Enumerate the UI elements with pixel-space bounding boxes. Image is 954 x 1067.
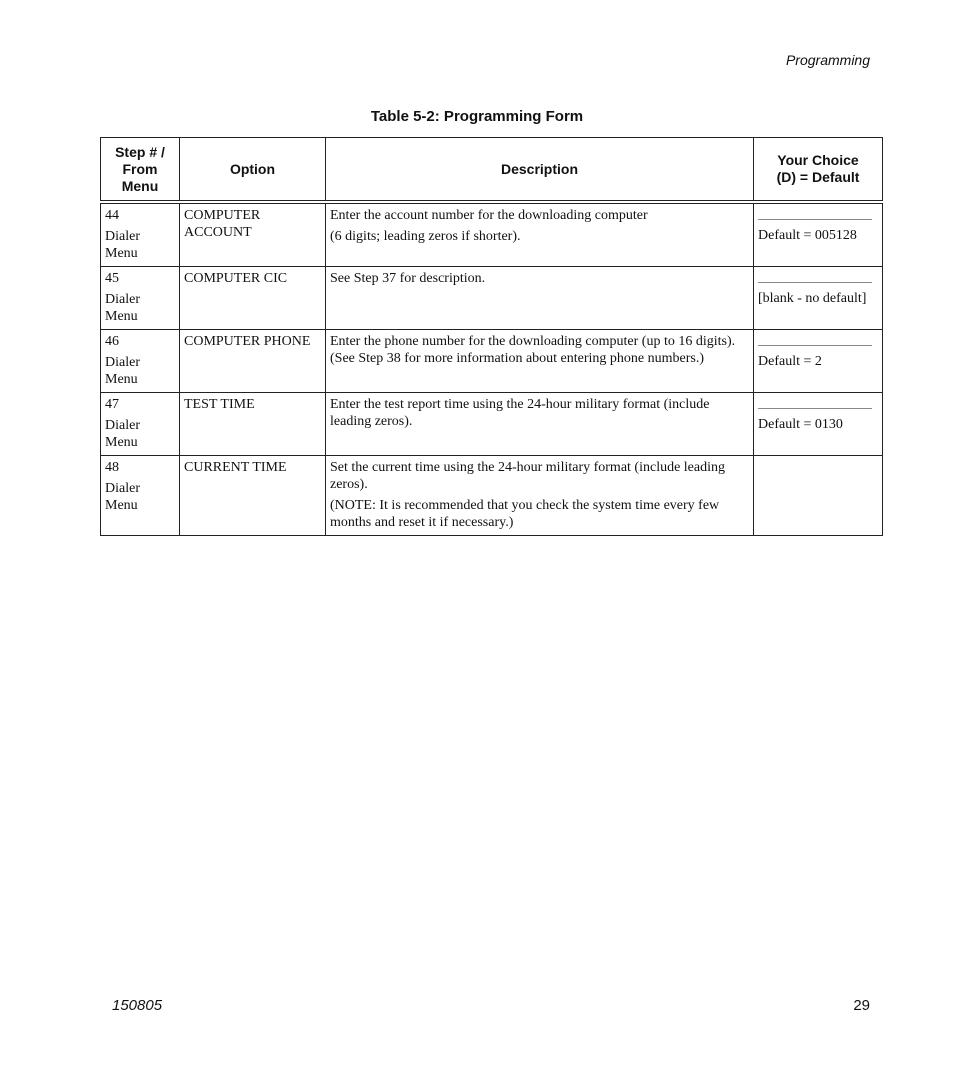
running-head: Programming <box>785 52 870 68</box>
description-text: Enter the test report time using the 24-hour military format (include leading zeros). <box>330 397 710 429</box>
description-cell <box>326 456 754 536</box>
option-cell: COMPUTER ACCOUNT <box>180 202 326 267</box>
step-menu <box>105 228 175 262</box>
step-number: 45 <box>105 271 119 286</box>
description-cell <box>326 393 754 456</box>
step-number: 47 <box>105 397 119 412</box>
step-menu <box>105 291 175 325</box>
step-menu <box>105 417 175 451</box>
step-menu <box>105 480 175 514</box>
choice-cell <box>754 267 883 330</box>
choice-write-in-line <box>758 219 872 221</box>
step-menu-line1: Dialer <box>105 355 140 370</box>
choice-cell <box>754 393 883 456</box>
step-menu-line2: Menu <box>105 372 138 387</box>
column-header-choice <box>754 138 883 203</box>
column-header-choice-line2: (D) = Default <box>776 169 860 185</box>
step-cell <box>101 393 180 456</box>
step-number: 46 <box>105 334 119 349</box>
document-number: 150805 <box>112 997 163 1014</box>
choice-cell <box>754 330 883 393</box>
column-header-description: Description <box>326 138 754 203</box>
column-header-choice-line1: Your Choice <box>777 152 859 168</box>
choice-write-in-line <box>758 282 872 284</box>
step-menu <box>105 354 175 388</box>
option-cell: COMPUTER CIC <box>180 267 326 330</box>
table-header-row <box>101 138 883 203</box>
table-title: Table 5-2: Programming Form <box>370 108 584 125</box>
option-cell: TEST TIME <box>180 393 326 456</box>
table-row <box>101 267 883 330</box>
step-menu-line1: Dialer <box>105 418 140 433</box>
description-cell <box>326 330 754 393</box>
table-row <box>101 330 883 393</box>
page-number: 29 <box>853 997 870 1014</box>
column-header-step-line3: Menu <box>121 177 159 194</box>
column-header-step-line2: From <box>122 160 158 177</box>
step-menu-line1: Dialer <box>105 481 140 496</box>
step-number: 44 <box>105 208 119 223</box>
step-menu-line2: Menu <box>105 309 138 324</box>
description-text: Enter the account number for the downloading computer <box>330 208 648 223</box>
column-header-step-line1: Step # / <box>115 143 165 160</box>
step-number: 48 <box>105 460 119 475</box>
column-header-option: Option <box>180 138 326 203</box>
table-row <box>101 393 883 456</box>
choice-write-in-line <box>758 408 872 410</box>
choice-write-in-line <box>758 345 872 347</box>
default-value: Default = 005128 <box>758 228 857 243</box>
programming-form-table <box>100 137 883 536</box>
step-menu-line1: Dialer <box>105 292 140 307</box>
description-text: See Step 37 for description. <box>330 271 486 286</box>
description-text: Set the current time using the 24-hour military format (include leading zeros). <box>330 460 726 492</box>
step-menu-line2: Menu <box>105 498 138 513</box>
description-cell <box>326 267 754 330</box>
description-text: (6 digits; leading zeros if shorter). <box>330 229 521 244</box>
default-value: Default = 0130 <box>758 417 843 432</box>
column-header-step <box>101 138 180 203</box>
choice-cell <box>754 456 883 536</box>
step-cell <box>101 202 180 267</box>
table-row <box>101 456 883 536</box>
description-text: Enter the phone number for the downloading computer (up to 16 digits). (See Step 38 for more information about entering phone numbers.) <box>330 334 736 366</box>
default-value: Default = 2 <box>758 354 822 369</box>
description-cell <box>326 202 754 267</box>
step-menu-line1: Dialer <box>105 229 140 244</box>
table-row <box>101 202 883 267</box>
default-value: [blank - no default] <box>758 291 867 306</box>
step-menu-line2: Menu <box>105 435 138 450</box>
choice-cell <box>754 202 883 267</box>
step-cell <box>101 330 180 393</box>
step-cell <box>101 456 180 536</box>
option-cell: COMPUTER PHONE <box>180 330 326 393</box>
option-cell: CURRENT TIME <box>180 456 326 536</box>
step-cell <box>101 267 180 330</box>
step-menu-line2: Menu <box>105 246 138 261</box>
description-text: (NOTE: It is recommended that you check the system time every few months and reset it if necessary.) <box>330 498 720 530</box>
